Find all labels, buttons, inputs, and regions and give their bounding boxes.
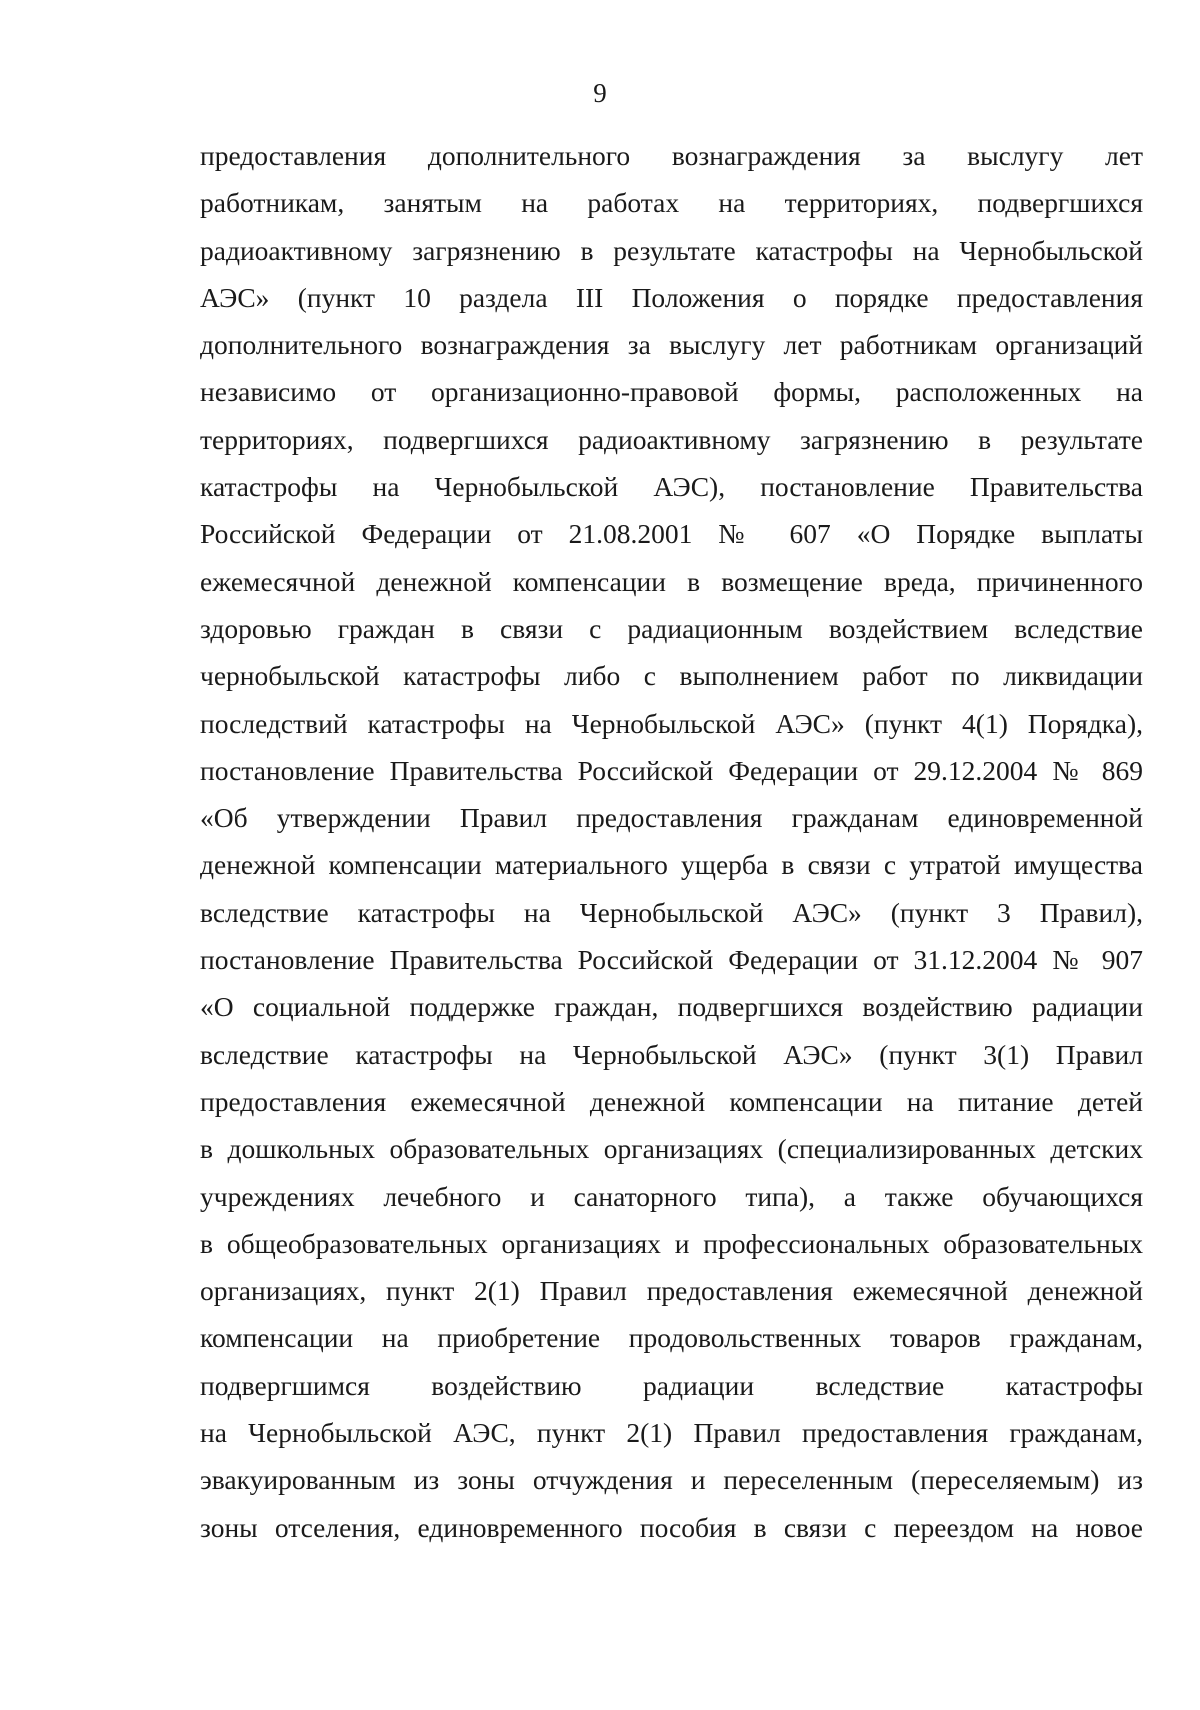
text-line: «О социальной поддержке граждан, подвергшихся воздействию радиации xyxy=(200,991,1143,1023)
text-line: здоровью граждан в связи с радиационным воздействием вследствие xyxy=(200,612,1143,644)
page-number: 9 xyxy=(593,78,607,108)
text-line: зоны отселения, единовременного пособия в связи с переездом на новое xyxy=(200,1511,1143,1543)
text-line: дополнительного вознаграждения за выслугу лет работникам организаций xyxy=(200,329,1143,361)
text-line: предоставления ежемесячной денежной компенсации на питание детей xyxy=(200,1085,1143,1117)
text-line: в дошкольных образовательных организациях (специализированных детских xyxy=(200,1133,1143,1165)
text-line: учреждениях лечебного и санаторного типа), а также обучающихся xyxy=(200,1180,1143,1212)
text-line: катастрофы на Чернобыльской АЭС), постановление Правительства xyxy=(200,471,1143,503)
text-line: Российской Федерации от 21.08.2001 № 607 «О Порядке выплаты xyxy=(200,518,1143,550)
text-line: территориях, подвергшихся радиоактивному загрязнению в результате xyxy=(200,423,1143,455)
text-line: постановление Правительства Российской Федерации от 29.12.2004 № 869 xyxy=(200,754,1143,786)
text-line: работникам, занятым на работах на территориях, подвергшихся xyxy=(200,187,1143,219)
text-line: подвергшимся воздействию радиации вследствие катастрофы xyxy=(200,1369,1143,1401)
text-line: последствий катастрофы на Чернобыльской АЭС» (пункт 4(1) Порядка), xyxy=(200,707,1143,739)
text-line: компенсации на приобретение продовольственных товаров гражданам, xyxy=(200,1322,1143,1354)
body-text xyxy=(200,132,1143,1551)
text-line: на Чернобыльской АЭС, пункт 2(1) Правил предоставления гражданам, xyxy=(200,1417,1143,1449)
text-line: организациях, пункт 2(1) Правил предоставления ежемесячной денежной xyxy=(200,1275,1143,1307)
text-line: независимо от организационно-правовой формы, расположенных на xyxy=(200,376,1143,408)
text-line: вследствие катастрофы на Чернобыльской АЭС» (пункт 3(1) Правил xyxy=(200,1038,1143,1070)
text-line: «Об утверждении Правил предоставления гражданам единовременной xyxy=(200,802,1143,834)
text-line: радиоактивному загрязнению в результате катастрофы на Чернобыльской xyxy=(200,234,1143,266)
text-line: вследствие катастрофы на Чернобыльской АЭС» (пункт 3 Правил), xyxy=(200,896,1143,928)
text-line: постановление Правительства Российской Федерации от 31.12.2004 № 907 xyxy=(200,944,1143,976)
text-line: предоставления дополнительного вознаграждения за выслугу лет xyxy=(200,140,1143,171)
text-line: в общеобразовательных организациях и профессиональных образовательных xyxy=(200,1227,1143,1259)
text-line: ежемесячной денежной компенсации в возмещение вреда, причиненного xyxy=(200,565,1143,597)
text-line: эвакуированным из зоны отчуждения и переселенным (переселяемым) из xyxy=(200,1464,1143,1496)
text-line: чернобыльской катастрофы либо с выполнением работ по ликвидации xyxy=(200,660,1143,692)
text-line: АЭС» (пункт 10 раздела III Положения о порядке предоставления xyxy=(200,281,1143,313)
text-line: денежной компенсации материального ущерба в связи с утратой имущества xyxy=(200,849,1143,881)
